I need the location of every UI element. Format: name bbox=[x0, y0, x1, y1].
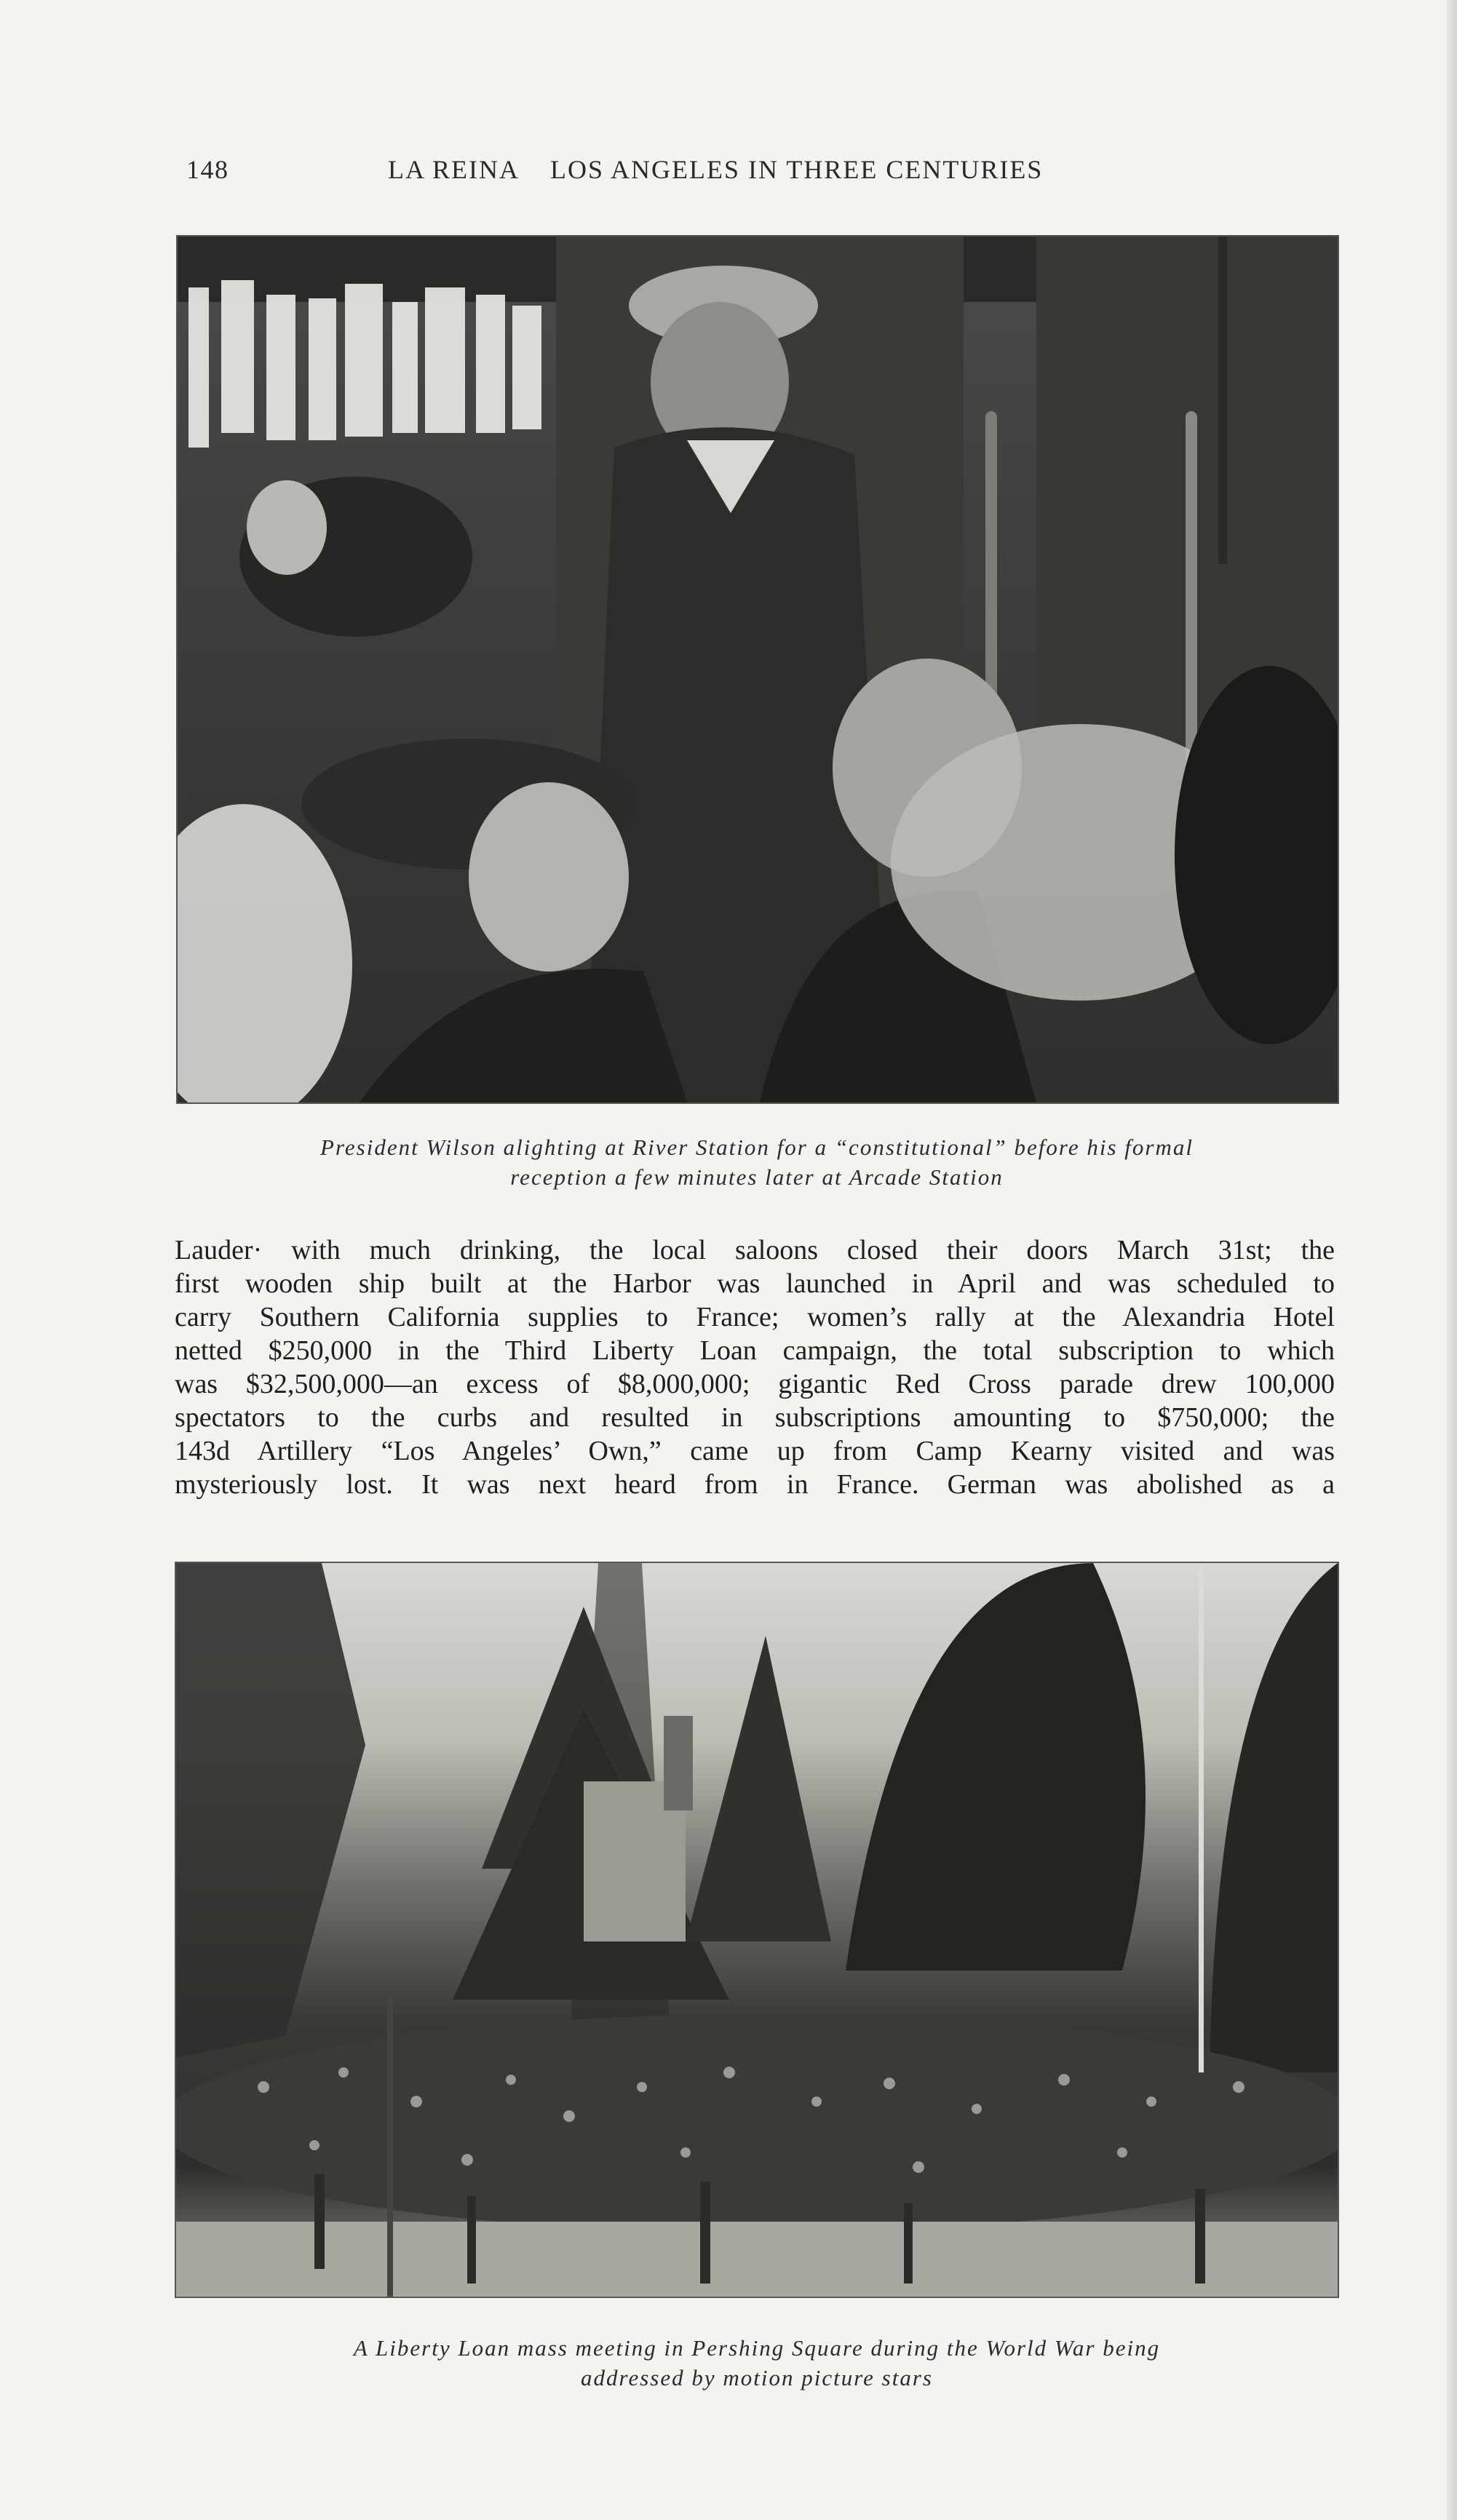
photo-caption-liberty-loan bbox=[218, 2333, 1295, 2393]
body-line: Lauder· with much drinking, the local saloons closed their doors March 31st; the bbox=[175, 1235, 1335, 1265]
running-head bbox=[186, 154, 1118, 192]
body-text bbox=[175, 1233, 1335, 1501]
body-line: spectators to the curbs and resulted in subscriptions amounting to $750,000; the bbox=[175, 1402, 1335, 1433]
caption-line: reception a few minutes later at Arcade Station bbox=[510, 1164, 1004, 1190]
body-line: first wooden ship built at the Harbor was launched in April and was scheduled to bbox=[175, 1268, 1335, 1299]
body-line: 143d Artillery “Los Angeles’ Own,” came up from Camp Kearny visited and was bbox=[175, 1436, 1335, 1466]
caption-line: President Wilson alighting at River Station for a “constitutional” before his formal bbox=[320, 1134, 1194, 1160]
caption-line: addressed by motion picture stars bbox=[581, 2365, 933, 2390]
running-head-title: LA REINA LOS ANGELES IN THREE CENTURIES bbox=[388, 155, 1044, 184]
photo-pershing-square-artwork bbox=[176, 1563, 1338, 2297]
photo-caption-wilson bbox=[218, 1132, 1295, 1192]
photo-wilson-artwork bbox=[178, 237, 1338, 1102]
photo-president-wilson-at-river-station bbox=[176, 235, 1339, 1104]
body-line: was $32,500,000—an excess of $8,000,000; gigantic Red Cross parade drew 100,000 bbox=[175, 1369, 1335, 1399]
page-edge-shadow bbox=[1447, 0, 1457, 2520]
body-line: netted $250,000 in the Third Liberty Loan campaign, the total subscription to which bbox=[175, 1335, 1335, 1366]
caption-line: A Liberty Loan mass meeting in Pershing Square during the World War being bbox=[353, 2335, 1161, 2361]
photo-liberty-loan-meeting-pershing-square bbox=[175, 1562, 1339, 2298]
body-line: mysteriously lost. It was next heard from in France. German was abolished as a bbox=[175, 1469, 1335, 1500]
page-number: 148 bbox=[186, 155, 229, 184]
body-line: carry Southern California supplies to France; women’s rally at the Alexandria Hotel bbox=[175, 1302, 1335, 1332]
